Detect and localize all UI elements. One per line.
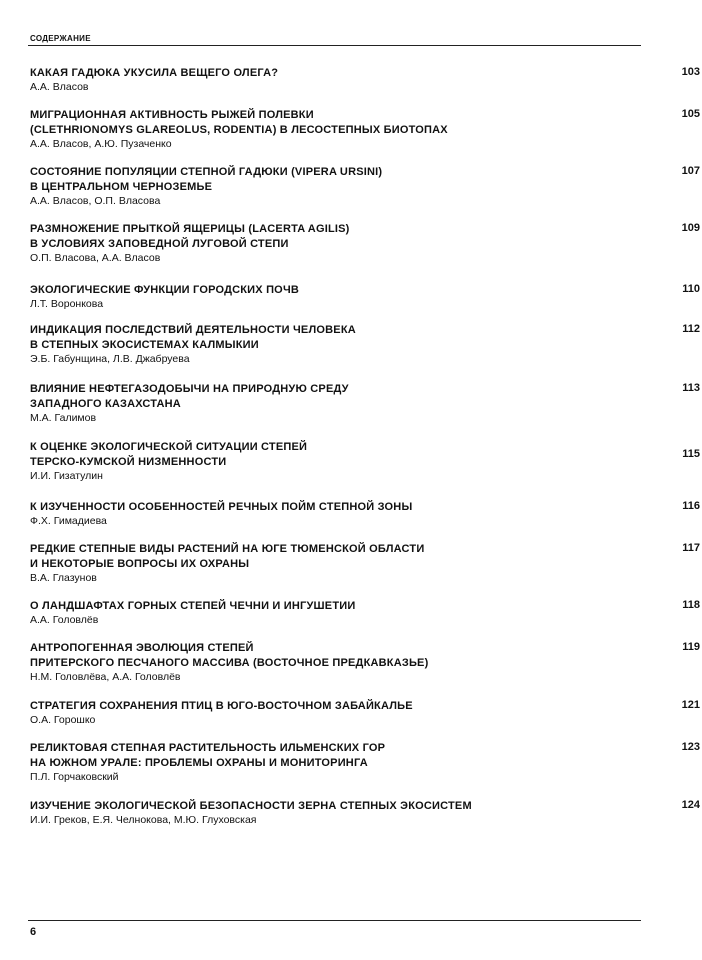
entry-page-number: 109 xyxy=(681,222,700,234)
entry-authors: И.И. Греков, Е.Я. Челнокова, М.Ю. Глуховская xyxy=(30,814,257,826)
entry-title: К ИЗУЧЕННОСТИ ОСОБЕННОСТЕЙ РЕЧНЫХ ПОЙМ СТЕПНОЙ ЗОНЫ xyxy=(30,501,413,513)
toc-entry xyxy=(30,440,702,483)
entry-authors: Л.Т. Воронкова xyxy=(30,298,104,310)
entry-title: СОСТОЯНИЕ ПОПУЛЯЦИИ СТЕПНОЙ ГАДЮКИ (VIPERA URSINI) В ЦЕНТРАЛЬНОМ ЧЕРНОЗЕМЬЕ xyxy=(30,166,383,193)
entry-title: ИНДИКАЦИЯ ПОСЛЕДСТВИЙ ДЕЯТЕЛЬНОСТИ ЧЕЛОВЕКА В СТЕПНЫХ ЭКОСИСТЕМАХ КАЛМЫКИИ xyxy=(30,324,356,351)
entry-page-number: 113 xyxy=(682,382,700,394)
entry-authors: А.А. Власов, А.Ю. Пузаченко xyxy=(30,138,172,150)
entry-page-number: 115 xyxy=(682,448,700,460)
entry-page-number: 118 xyxy=(682,599,700,611)
toc-entry xyxy=(30,799,702,827)
toc-entry xyxy=(30,500,702,528)
entry-page-number: 119 xyxy=(682,641,700,653)
entry-page-number: 103 xyxy=(681,66,700,78)
toc-entry xyxy=(30,66,702,94)
section-header: СОДЕРЖАНИЕ xyxy=(30,34,91,43)
toc-entry xyxy=(30,283,702,311)
entry-page-number: 112 xyxy=(682,323,700,335)
entry-title: СТРАТЕГИЯ СОХРАНЕНИЯ ПТИЦ В ЮГО-ВОСТОЧНОМ ЗАБАЙКАЛЬЕ xyxy=(30,700,413,712)
entry-title: ИЗУЧЕНИЕ ЭКОЛОГИЧЕСКОЙ БЕЗОПАСНОСТИ ЗЕРНА СТЕПНЫХ ЭКОСИСТЕМ xyxy=(30,800,472,812)
top-rule xyxy=(28,45,641,46)
toc-entry xyxy=(30,599,702,627)
toc-entry xyxy=(30,222,702,265)
entry-title: КАКАЯ ГАДЮКА УКУСИЛА ВЕЩЕГО ОЛЕГА? xyxy=(30,67,279,79)
entry-title: ВЛИЯНИЕ НЕФТЕГАЗОДОБЫЧИ НА ПРИРОДНУЮ СРЕДУ ЗАПАДНОГО КАЗАХСТАНА xyxy=(30,383,349,410)
entry-page-number: 105 xyxy=(681,108,700,120)
entry-page-number: 124 xyxy=(681,799,700,811)
entry-title: РЕДКИЕ СТЕПНЫЕ ВИДЫ РАСТЕНИЙ НА ЮГЕ ТЮМЕНСКОЙ ОБЛАСТИ И НЕКОТОРЫЕ ВОПРОСЫ ИХ ОХРАНЫ xyxy=(30,543,425,570)
entry-authors: А.А. Власов xyxy=(30,81,89,93)
entry-authors: И.И. Гизатулин xyxy=(30,470,103,482)
toc-entry xyxy=(30,108,702,151)
bottom-rule xyxy=(28,920,641,921)
entry-authors: Э.Б. Габунщина, Л.В. Джабруева xyxy=(30,353,190,365)
toc-entry xyxy=(30,542,702,585)
entry-authors: Ф.Х. Гимадиева xyxy=(30,515,107,527)
toc-entry xyxy=(30,382,702,425)
entry-title: О ЛАНДШАФТАХ ГОРНЫХ СТЕПЕЙ ЧЕЧНИ И ИНГУШЕТИИ xyxy=(30,600,356,612)
entry-title: АНТРОПОГЕННАЯ ЭВОЛЮЦИЯ СТЕПЕЙ ПРИТЕРСКОГО ПЕСЧАНОГО МАССИВА (ВОСТОЧНОЕ ПРЕДКАВКАЗЬЕ) xyxy=(30,642,429,669)
entry-page-number: 107 xyxy=(681,165,700,177)
toc-entry xyxy=(30,741,702,784)
entry-page-number: 121 xyxy=(681,699,700,711)
entry-authors: П.Л. Горчаковский xyxy=(30,771,119,783)
entry-title: К ОЦЕНКЕ ЭКОЛОГИЧЕСКОЙ СИТУАЦИИ СТЕПЕЙ ТЕРСКО-КУМСКОЙ НИЗМЕННОСТИ xyxy=(30,441,308,468)
entry-authors: А.А. Головлёв xyxy=(30,614,99,626)
entry-authors: М.А. Галимов xyxy=(30,412,97,424)
entry-title: РАЗМНОЖЕНИЕ ПРЫТКОЙ ЯЩЕРИЦЫ (LACERTA AGILIS) В УСЛОВИЯХ ЗАПОВЕДНОЙ ЛУГОВОЙ СТЕПИ xyxy=(30,223,350,250)
entry-authors: Н.М. Головлёва, А.А. Головлёв xyxy=(30,671,181,683)
toc-entry xyxy=(30,323,702,366)
entry-title: РЕЛИКТОВАЯ СТЕПНАЯ РАСТИТЕЛЬНОСТЬ ИЛЬМЕНСКИХ ГОР НА ЮЖНОМ УРАЛЕ: ПРОБЛЕМЫ ОХРАНЫ И МОНИТОРИНГА xyxy=(30,742,386,769)
entry-page-number: 123 xyxy=(681,741,700,753)
entry-page-number: 110 xyxy=(682,283,700,295)
toc-entry xyxy=(30,641,702,684)
toc-entry xyxy=(30,165,702,208)
entry-page-number: 116 xyxy=(682,500,700,512)
entry-title: ЭКОЛОГИЧЕСКИЕ ФУНКЦИИ ГОРОДСКИХ ПОЧВ xyxy=(30,284,300,296)
page-number: 6 xyxy=(30,926,37,938)
toc-entry xyxy=(30,699,702,727)
entry-authors: А.А. Власов, О.П. Власова xyxy=(30,195,161,207)
entry-title: МИГРАЦИОННАЯ АКТИВНОСТЬ РЫЖЕЙ ПОЛЕВКИ (CLETHRIONOMYS GLAREOLUS, RODENTIA) В ЛЕСОСТЕПНЫХ БИОТОПАХ xyxy=(30,109,448,136)
entry-authors: В.А. Глазунов xyxy=(30,572,97,584)
entry-authors: О.П. Власова, А.А. Власов xyxy=(30,252,161,264)
entry-authors: О.А. Горошко xyxy=(30,714,96,726)
entry-page-number: 117 xyxy=(682,542,700,554)
